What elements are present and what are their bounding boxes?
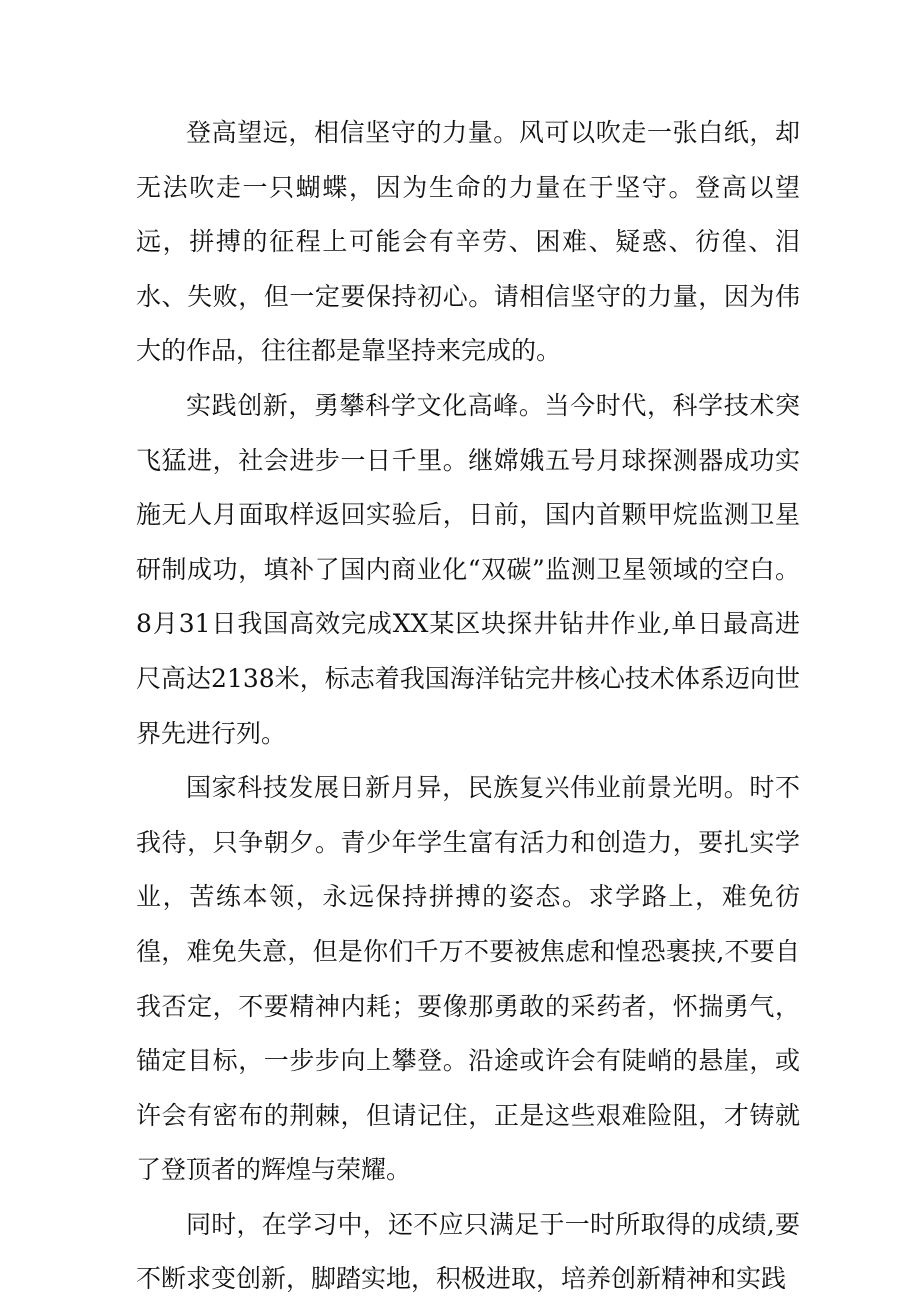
document-body xyxy=(136,106,800,1307)
paragraph-innovation: 实践创新，勇攀科学文化高峰。当今时代，科学技术突飞猛进，社会进步一日千里。继嫦娥五号月球探测器成功实施无人月面取样返回实验后，日前，国内首颗甲烷监测卫星研制成功，填补了国内商业化“双碳”监测卫星领域的空白。8月31日我国高效完成XX某区块探井钻井作业,单日最高进尺高达2138米，标志着我国海洋钻完井核心技术体系迈向世界先进行列。 xyxy=(136,390,800,748)
paragraph-perseverance: 登高望远，相信坚守的力量。风可以吹走一张白纸，却无法吹走一只蝴蝶，因为生命的力量在于坚守。登高以望远，拼搏的征程上可能会有辛劳、困难、疑惑、彷徨、泪水、失败，但一定要保持初心。请相信坚守的力量，因为伟大的作品，往往都是靠坚持来完成的。 xyxy=(136,118,800,366)
paragraph-national-development: 国家科技发展日新月异，民族复兴伟业前景光明。时不我待，只争朝夕。青少年学生富有活力和创造力，要扎实学业，苦练本领，永远保持拼搏的姿态。求学路上，难免彷徨，难免失意，但是你们千万不要被焦虑和惶恐裹挟,不要自我否定，不要精神内耗；要像那勇敢的采药者，怀揣勇气，锚定目标，一步步向上攀登。沿途或许会有陡峭的悬崖，或许会有密布的荆棘，但请记住，正是这些艰难险阻，才铸就了登顶者的辉煌与荣耀。 xyxy=(136,773,800,1185)
paragraph-continuous-learning: 同时，在学习中，还不应只满足于一时所取得的成绩,要不断求变创新，脚踏实地，积极进取，培养创新精神和实践 xyxy=(136,1209,800,1294)
